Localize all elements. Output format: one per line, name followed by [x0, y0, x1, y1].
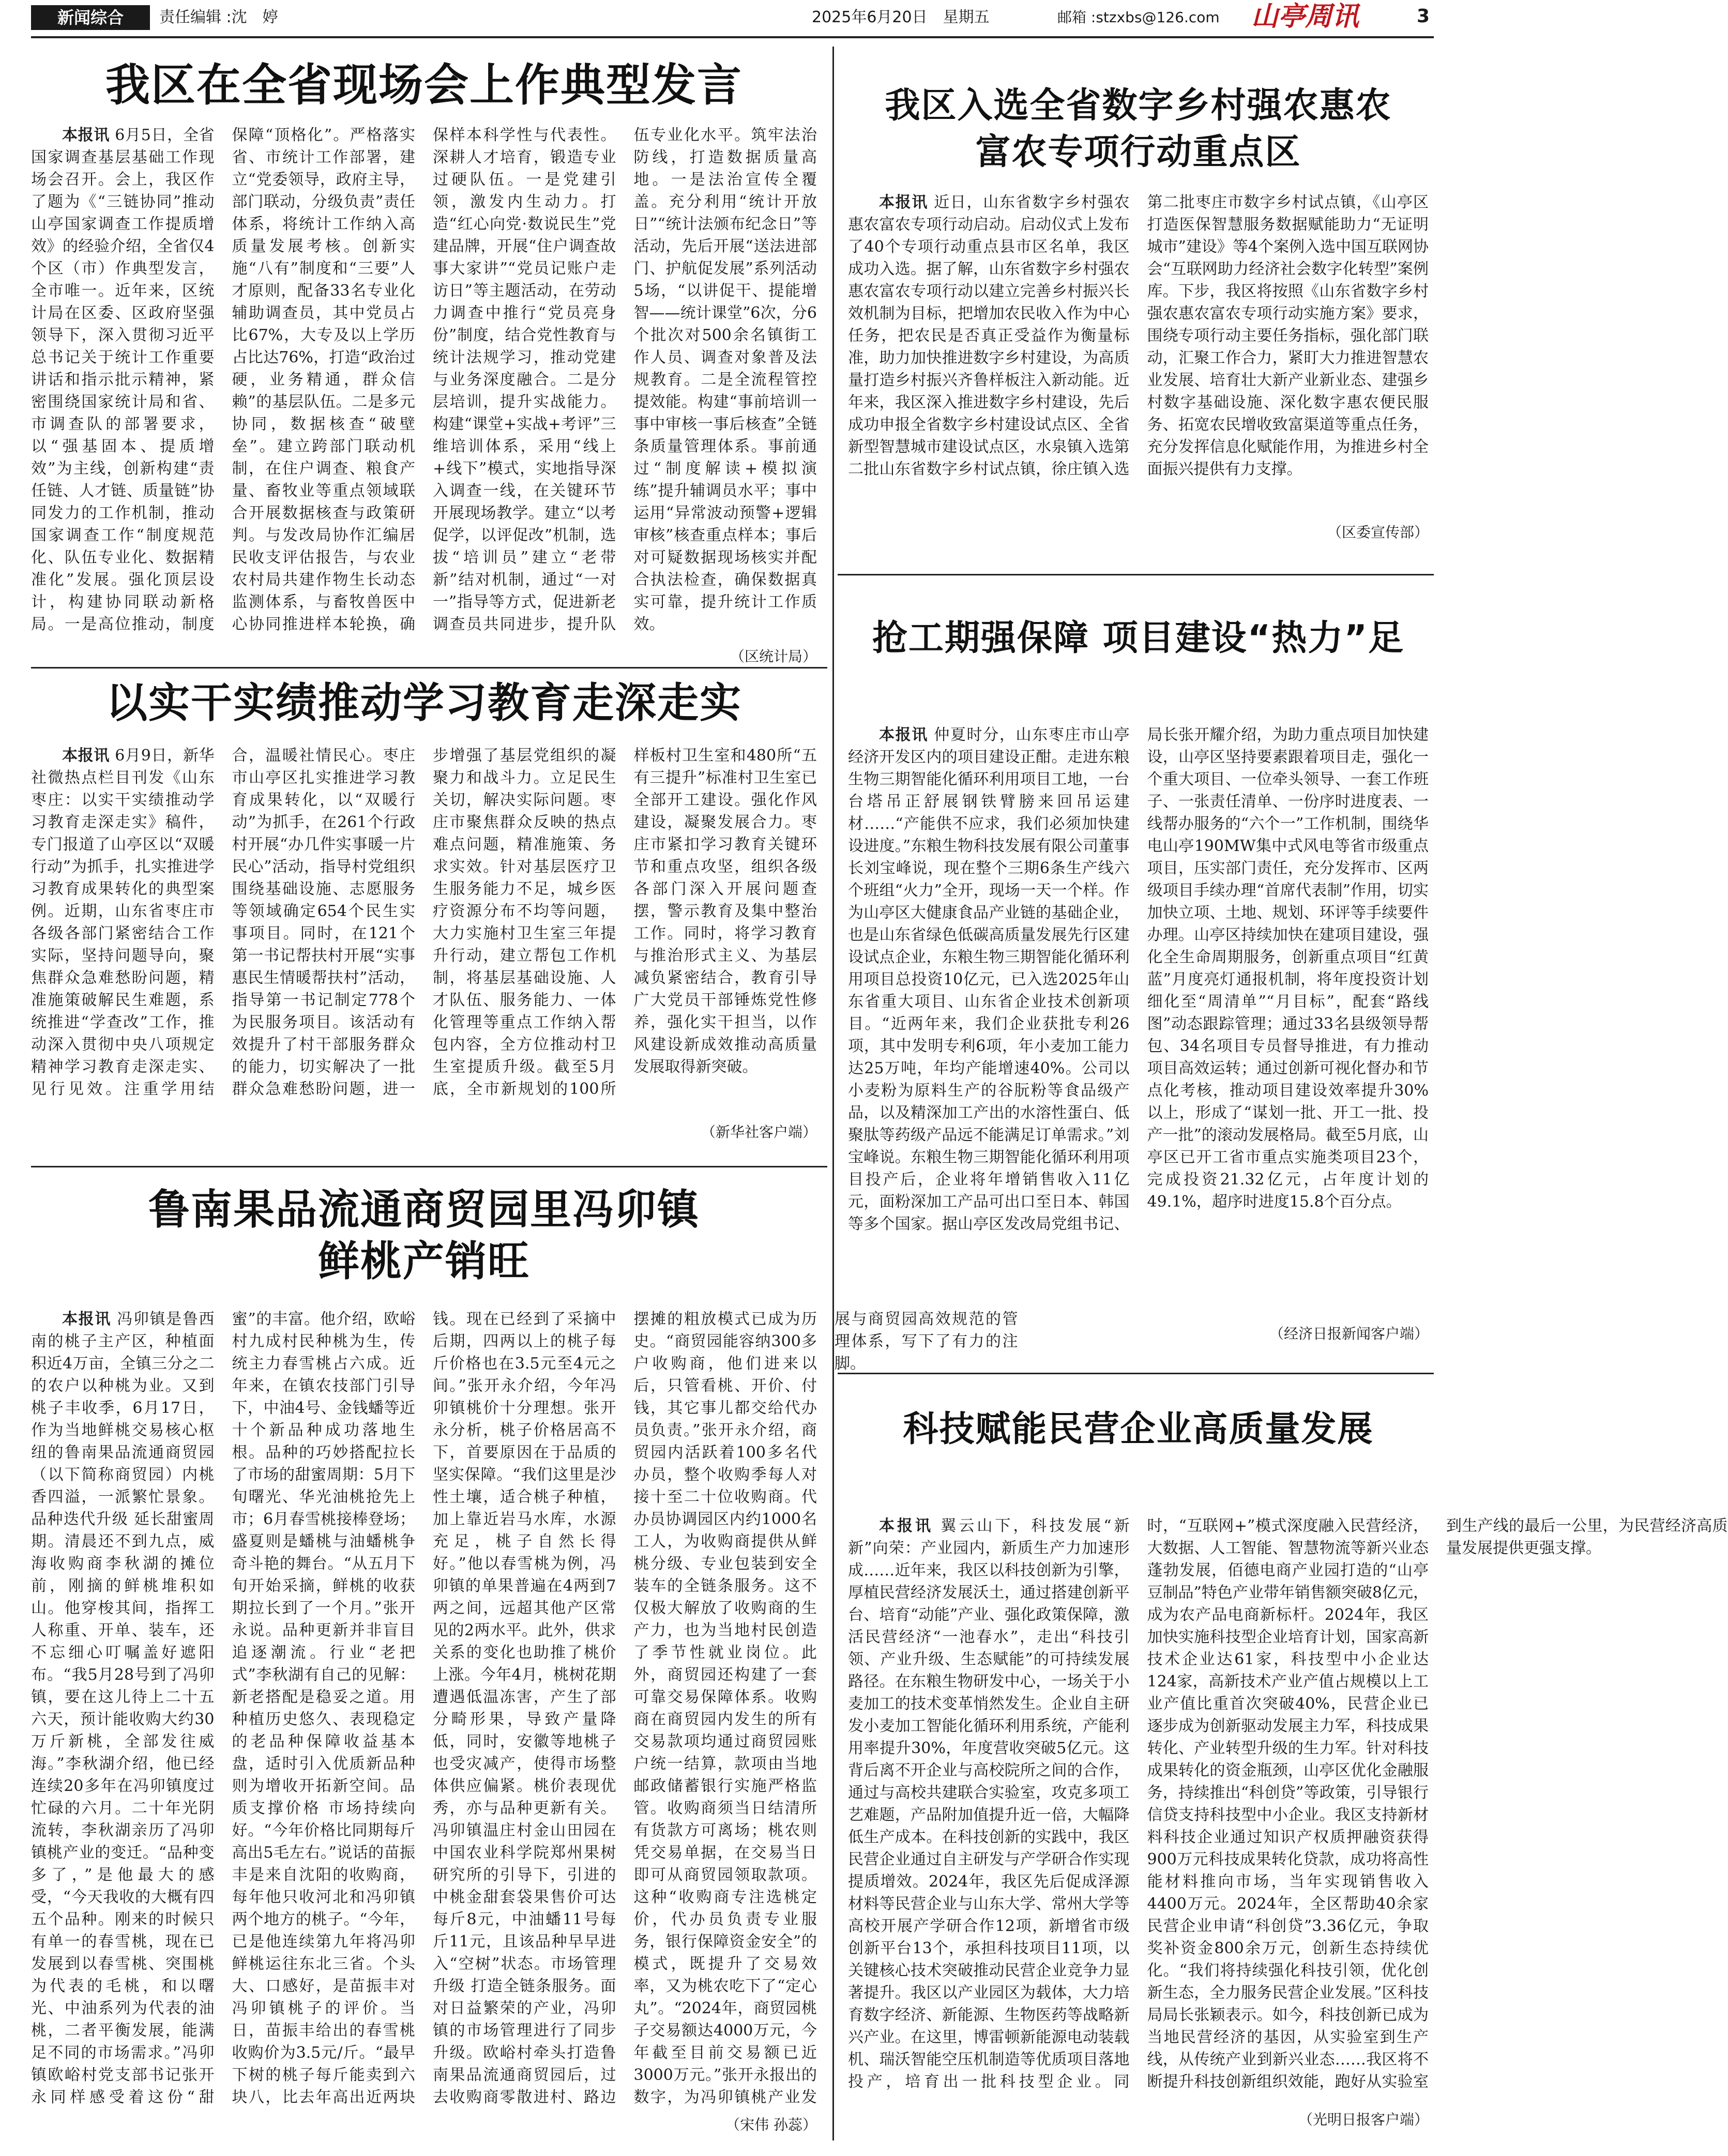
article-digital-village — [848, 83, 1429, 558]
page-number: 3 — [1417, 6, 1430, 27]
byline: 本报讯 — [62, 747, 110, 765]
body-text: 近日，山东省数字乡村强农惠农富农专项行动启动。启动仪式上发布了40个专项行动重点县市区名单，我区成功入选。据了解，山东省数字乡村强农惠农富农专项行动以建立完善乡村振兴长效机制为目标，把增加农民收入作为中心任务，把农民是否真正受益作为衡量标准，助力加快推进数字乡村建设，为高质量打造乡村振兴齐鲁样板注入新动能。近年来，我区深入推进数字乡村建设，先后成功申报全省数字乡村建设试点区、全省新型智慧城市建设试点区，水泉镇入选第二批山东省数字乡村试点镇，徐庄镇入选第二批枣庄市数字乡村试点镇，《山亭区打造医保智慧服务数据赋能助力“无证明城市”建设》等4个案例入选中国互联网协会“互联网助力经济社会数字化转型”案例库。下步，我区将按照《山东省数字乡村强农惠农富农专项行动实施方案》要求，围绕专项行动主要任务指标，强化部门联动，汇聚工作合力，紧盯大力推进智慧农业发展、培育壮大新产业新业态、建强乡村数字基础设施、深化数字惠农便民服务、拓宽农民增收致富渠道等重点任务，充分发挥信息化赋能作用，为推进乡村全面振兴提供有力支撑。 — [848, 193, 1429, 478]
headline: 我区入选全省数字乡村强农惠农富农专项行动重点区 — [885, 85, 1392, 173]
headline: 鲁南果品流通商贸园里冯卯镇鲜桃产销旺 — [148, 1186, 700, 1285]
article-body — [848, 724, 1429, 1324]
column-divider — [832, 47, 834, 2140]
source-credit: （经济日报新闻客户端） — [1269, 1325, 1429, 1342]
article-tech-private-enterprise — [848, 1406, 1728, 2146]
byline: 本报讯 — [879, 1517, 933, 1535]
source-credit: （区统计局） — [730, 648, 817, 665]
body-text: 冯卯镇是鲁西南的桃子主产区，种植面积近4万亩，全镇三分之二的农户以种桃为业。又到桃子丰收季，6月17日，作为当地鲜桃交易核心枢纽的鲁南果品流通商贸园（以下简称商贸园）内桃香四溢，一派繁忙景象。品种迭代升级 延长甜蜜周期。清晨还不到九点，威海收购商李秋湖的摊位前，刚摘的鲜桃堆积如山。他穿梭其间，指挥工人称重、开单、装车，还不忘细心叮嘱盖好遮阳布。“我5月28号到了冯卯镇，要在这儿待上二十五六天，预计能收购大约30万斤新桃，全部发往威海。”李秋湖介绍，他已经连续20多年在冯卯镇度过忙碌的六月。二十年光阴流转，李秋湖亲历了冯卯镇桃产业的变迁。“品种变多了，”是他最大的感受，“今天我收的大概有四五个品种。刚来的时候只有单一的春雪桃，现在已发展到以春雪桃、突围桃为代表的毛桃，和以曙光、中油系列为代表的油桃，二者平衡发展，能满足不同的市场需求。”冯卯镇欧峪村党支部书记张开永同样感受着这份“甜蜜”的丰富。他介绍，欧峪村九成村民种桃为生，传统主力春雪桃占六成。近年来，在镇农技部门引导下，中油4号、金钱蟠等近十个新品种成功落地生根。品种的巧妙搭配拉长了市场的甜蜜周期：5月下旬曙光、华光油桃抢先上市；6月春雪桃接棒登场；盛夏则是蟠桃与油蟠桃争奇斗艳的舞台。“从五月下旬开始采摘，鲜桃的收获期拉长到了一个月。”张开永说。品种更新并非盲目追逐潮流。行业“老把式”李秋湖有自己的见解：新老搭配是稳妥之道。用种植历史悠久、表现稳定的老品种保障收益基本盘，适时引入优质新品种则为增收开拓新空间。品质支撑价格 市场持续向好。“今年价格比同期每斤高出5毛左右。”说话的苗振丰是来自沈阳的收购商，每年他只收河北和冯卯镇两个地方的桃子。“今年，已是他连续第九年将冯卯鲜桃运往东北三省。个头大、口感好，是苗振丰对冯卯镇桃子的评价。当日，苗振丰给出的春雪桃收购价为3.5元/斤。“最早下树的桃子每斤能卖到六块八，比去年高出近两块钱。现在已经到了采摘中后期，四两以上的桃子每斤价格也在3.5元至4元之间。”张开永介绍，今年冯卯镇桃价十分理想。张开永分析，桃子价格居高不下，首要原因在于品质的坚实保障。“我们这里是沙性土壤，适合桃子种植，加上靠近岩马水库，水源充足，桃子自然长得好。”他以春雪桃为例，冯卯镇的单果普遍在4两到7两之间，远超其他产区常见的2两水平。此外，供求关系的变化也助推了桃价上涨。今年4月，桃树花期遭遇低温冻害，产生了部分畸形果，导致产量降低，同时，安徽等地桃子也受灾减产，使得市场整体供应偏紧。桃价表现优秀，亦与品种更新有关。冯卯镇温庄村金山田园在中国农业科学院郑州果树研究所的引导下，引进的中桃金甜套袋果售价可达每斤8元，中油蟠11号每斤11元，且该品种早早进入“空树”状态。市场管理升级 打造全链条服务。面对日益繁荣的产业，冯卯镇的市场管理进行了同步升级。欧峪村牵头打造鲁南果品流通商贸园后，过去收购商零散进村、路边摆摊的粗放模式已成为历史。“商贸园能容纳300多户收购商，他们进来以后，只管看桃、开价、付钱，其它事儿都交给代办员负责。”张开永介绍，商贸园内活跃着100多名代办员，整个收购季每人对接十至二十位收购商。代办员协调园区内约1000名工人，为收购商提供从鲜桃分级、专业包装到安全装车的全链条服务。这不仅极大解放了收购商的生产力，也为当地村民创造了季节性就业岗位。此外，商贸园还构建了一套可靠交易保障体系。收购商在商贸园内发生的所有交易款项均通过商贸园账户统一结算，款项由当地邮政储蓄银行实施严格监管。收购商须当日结清所有货款方可离场；桃农则凭交易单据，在交易当日即可从商贸园领取款项。这种“收购商专注选桃定价，代办员负责专业服务，银行保障资金安全”的模式，既提升了交易效率，又为桃农吃下了“定心丸”。“2024年，商贸园桃子交易额达4000万元，今年截至目前交易额已近3000万元。”张开永报出的数字，为冯卯镇桃产业发展与商贸园高效规范的管理体系，写下了有力的注脚。 — [31, 1310, 1018, 2106]
article-project-construction — [848, 615, 1429, 1360]
section-tag: 新闻综合 — [31, 5, 150, 30]
source-credit: （宋伟 孙蕊） — [725, 2116, 817, 2133]
article-learning-education — [31, 677, 817, 1158]
body-text: 翼云山下，科技发展“新新”向荣：产业园内，新质生产力加速形成……近年来，我区以科技创新为引擎，厚植民营经济发展沃土，通过搭建创新平台、培育“动能”产业、强化政策保障，激活民营经济“一池春水”，走出“科技引领、产业升级、生态赋能”的可持续发展路径。在东粮生物研发中心，一场关于小麦加工的技术变革悄然发生。企业自主研发小麦加工智能化循环利用系统，产能利用率提升30%，年度营收突破5亿元。这背后离不开企业与高校院所之间的合作，通过与高校共建联合实验室，攻克多项工艺难题，产品附加值提升近一倍，大幅降低生产成本。在科技创新的实践中，我区民营企业通过自主研发与产学研合作实现提质增效。2024年，我区先后促成泽源材料等民营企业与山东大学、常州大学等高校开展产学研合作12项，新增省市级创新平台13个，承担科技项目11项，以关键核心技术突破推动民营企业竞争力显著提升。我区以产业园区为载体，大力培育数字经济、新能源、生物医药等战略新兴产业。在这里，博雷顿新能源电动装载机、瑞沃智能空压机制造等优质项目落地投产，培育出一批科技型企业。同时，“互联网+”模式深度融入民营经济，大数据、人工智能、智慧物流等新兴业态蓬勃发展，佰德电商产业园打造的“山亭豆制品”特色产业带年销售额突破8亿元，成为农产品电商新标杆。2024年，我区加快实施科技型企业培育计划，国家高新技术企业达61家，科技型中小企业达124家，高新技术产业产值占规模以上工业产值比重首次突破40%，民营企业已逐步成为创新驱动发展主力军，科技成果转化、产业转型升级的生力军。针对科技成果转化的资金瓶颈，山亭区优化金融服务，持续推出“科创贷”等政策，引导银行信贷支持科技型中小企业。我区支持新材料科技企业通过知识产权质押融资获得900万元科技成果转化贷款，成功将高性能材料推向市场，当年实现销售收入4400万元。2024年，全区帮助40余家民营企业申请“科创贷”3.36亿元，争取奖补资金800余万元，创新生态持续优化。“我们将持续强化科技引领，优化创新生态，全力服务民营企业发展。”区科技局局长张颖表示。如今，科技创新已成为当地民营经济的基因，从实验室到生产线，从传统产业到新兴业态……我区将不断提升科技创新组织效能，跑好从实验室到生产线的最后一公里，为民营经济高质量发展提供更强支撑。 — [848, 1517, 1728, 2091]
body-text: 6月9日，新华社微热点栏目刊发《山东枣庄：以实干实绩推动学习教育走深走实》稿件，专门报道了山亭区以“双暖行动”为抓手，扎实推进学习教育成果转化的典型案例。近期，山东省枣庄市各级各部门紧密结合工作实际，坚持问题导向，聚焦群众急难愁盼问题，精准施策破解民生难题，系统推进“学查改”工作，推动深入贯彻中央八项规定精神学习教育走深走实、见行见效。注重学用结合，温暖社情民心。枣庄市山亭区扎实推进学习教育成果转化，以“双暖行动”为抓手，在261个行政村开展“办几件实事暖一片民心”活动，指导村党组织围绕基础设施、志愿服务等领域确定654个民生实事项目。同时，在121个第一书记帮扶村开展“实事惠民生情暖帮扶村”活动，指导第一书记制定778个为民服务项目。该活动有效提升了村干部服务群众的能力，切实解决了一批群众急难愁盼问题，进一步增强了基层党组织的凝聚力和战斗力。立足民生关切，解决实际问题。枣庄市聚焦群众反映的热点难点问题，精准施策、务求实效。针对基层医疗卫生服务能力不足，城乡医疗资源分布不均等问题，大力实施村卫生室三年提升行动，建立帮包工作机制，将基层基础设施、人才队伍、服务能力、一体化管理等重点工作纳入帮包内容，全方位推动村卫生室提质升级。截至5月底，全市新规划的100所样板村卫生室和480所“五有三提升”标准村卫生室已全部开工建设。强化作风建设，凝聚发展合力。枣庄市紧扣学习教育关键环节和重点攻坚，组织各级各部门深入开展问题查摆，警示教育及集中整治工作。同时，将学习教育与推治形式主义、为基层减负紧密结合，教育引导广大党员干部锤炼党性修养，强化实干担当，以作风建设新成效推动高质量发展取得新突破。 — [31, 747, 817, 1098]
section-divider — [31, 667, 827, 669]
source-credit: （区委宣传部） — [1327, 524, 1429, 541]
section-divider — [31, 1166, 827, 1167]
issue-date: 2025年6月20日 星期五 — [812, 8, 990, 26]
masthead-logo: 山亭周讯 — [1251, 1, 1359, 32]
article-body — [31, 745, 817, 1122]
body-text: 6月5日，全省国家调查基层基础工作现场会召开。会上，我区作了题为《“三链协同”推动山亭国家调查工作提质增效》的经验介绍，全省仅4个区（市）作典型发言，全市唯一。近年来，区统计局在区委、区政府坚强领导下，深入贯彻习近平总书记关于统计工作重要讲话和指示批示精神，紧密围绕国家统计局和省、市调查队的部署要求，以“强基固本、提质增效”为主线，创新构建“责任链、人才链、质量链”协同发力的工作机制，推动国家调查工作“制度规范化、队伍专业化、数据精准化”发展。强化顶层设计，构建协同联动新格局。一是高位推动，制度保障“顶格化”。严格落实省、市统计工作部署，建立“党委领导，政府主导，部门联动，分级负责”责任体系，将统计工作纳入高质量发展考核。创新实施“八有”制度和“三要”人才原则，配备33名专业化辅助调查员，其中党员占比67%，大专及以上学历占比达76%，打造“政治过硬，业务精通，群众信赖”的基层队伍。二是多元协同，数据核查“破壁垒”。建立跨部门联动机制，在住户调查、粮食产量、畜牧业等重点领域联合开展数据核查与政策研判。与发改局协作汇编居民收支评估报告，与农业农村局共建作物生长动态监测体系，与畜牧兽医中心协同推进样本轮换，确保样本科学性与代表性。深耕人才培育，锻造专业过硬队伍。一是党建引领，激发内生动力。打造“红心向党·数说民生”党建品牌，开展“住户调查故事大家讲”“党员记账户走访日”等主题活动，在劳动力调查中推行“党员亮身份”制度，结合党性教育与统计法规学习，推动党建与业务深度融合。二是分层培训，提升实战能力。构建“课堂+实战+考评”三维培训体系，采用“线上+线下”模式，实地指导深入调查一线，在关键环节开展现场教学。建立“以考促学，以评促改”机制，选拔“培训员”建立“老带新”结对机制，通过“一对一”指导等方式，促进新老调查员共同进步，提升队伍专业化水平。筑牢法治防线，打造数据质量高地。一是法治宣传全覆盖。充分利用“统计开放日”“统计法颁布纪念日”等活动，先后开展“送法进部门、护航促发展”系列活动5场，“以讲促干、提能增智——统计课堂”6次，分6个批次对500余名镇街工作人员、调查对象普及法规教育。二是全流程管控提效能。构建“事前培训一事中审核一事后核查”全链条质量管理体系。事前通过“制度解读+模拟演练”提升辅调员水平；事中运用“异常波动预警+逻辑审核”核查重点样本；事后对可疑数据现场核实并配合执法检查，确保数据真实可靠，提升统计工作质效。 — [31, 126, 817, 633]
editor-credit: 责任编辑 :沈 婷 — [159, 8, 278, 26]
article-body — [848, 191, 1429, 522]
byline: 本报讯 — [62, 126, 110, 144]
byline: 本报讯 — [879, 726, 928, 744]
headline: 以实干实绩推动学习教育走深走实 — [106, 679, 742, 727]
headline: 科技赋能民营企业高质量发展 — [903, 1409, 1374, 1450]
article-body — [31, 124, 817, 646]
article-body — [848, 1515, 1728, 2109]
headline: 我区在全省现场会上作典型发言 — [105, 59, 742, 111]
byline: 本报讯 — [62, 1310, 111, 1328]
section-divider — [838, 574, 1434, 575]
byline: 本报讯 — [879, 193, 928, 211]
article-statistics — [31, 57, 817, 665]
contact-email[interactable]: 邮箱 :stzxbs@126.com — [1057, 9, 1220, 26]
page-header — [31, 0, 1434, 38]
source-credit: （光明日报客户端） — [1298, 2111, 1429, 2128]
headline: 抢工期强保障 项目建设“热力”足 — [872, 618, 1405, 659]
source-credit: （新华社客户端） — [701, 1123, 817, 1141]
article-body — [31, 1308, 1018, 2115]
body-text: 仲夏时分，山东枣庄市山亭经济开发区内的项目建设正酣。走进东粮生物三期智能化循环利用项目工地，一台台塔吊正舒展钢铁臂膀来回吊运建材……“产能供不应求，我们必须加快建设进度。”东粮生物科技发展有限公司董事长刘宝峰说，现在整个三期6条生产线六个班组“火力”全开，现场一天一个样。作为山亭区大健康食品产业链的基础企业，也是山东省绿色低碳高质量发展先行区建设试点企业，东粮生物三期智能化循环利用项目总投资10亿元，已入选2025年山东省重大项目、山东省企业技术创新项目。“近两年来，我们企业获批专利26项，其中发明专利6项，年小麦加工能力达25万吨，年均产能增速40%。公司以小麦粉为原料生产的谷朊粉等食品级产品，以及精深加工产出的水溶性蛋白、低聚肽等药级产品远不能满足订单需求。”刘宝峰说。东粮生物三期智能化循环利用项目投产后，企业将年增销售收入11亿元，面粉深加工产品可出口至日本、韩国等多个国家。据山亭区发改局党组书记、局长张开耀介绍，为助力重点项目加快建设，山亭区坚持要素跟着项目走，强化一个重大项目、一位牵头领导、一套工作班子、一张责任清单、一份序时进度表、一线帮办服务的“六个一”工作机制，围绕华电山亭190MW集中式风电等省市级重点项目，压实部门责任，充分发挥市、区两级项目手续办理“首席代表制”作用，切实加快立项、土地、规划、环评等手续要件办理。山亭区持续加快在建项目建设，强化全生命周期服务，创新重点项目“红黄蓝”月度亮灯通报机制，将年度投资计划细化至“周清单”“月目标”，配套“路线图”动态跟踪管理；通过33名县级领导帮包、34名项目专员督导推进，有力推动项目高效运转；通过创新可视化督办和节点化考核，推动项目建设效率提升30%以上，形成了“谋划一批、开工一批、投产一批”的滚动发展格局。截至5月底，山亭区已开工省市重点实施类项目23个，完成投资21.32亿元，占年度计划的49.1%，超序时进度15.8个百分点。 — [848, 726, 1429, 1233]
article-peach-market — [31, 1184, 1018, 2146]
